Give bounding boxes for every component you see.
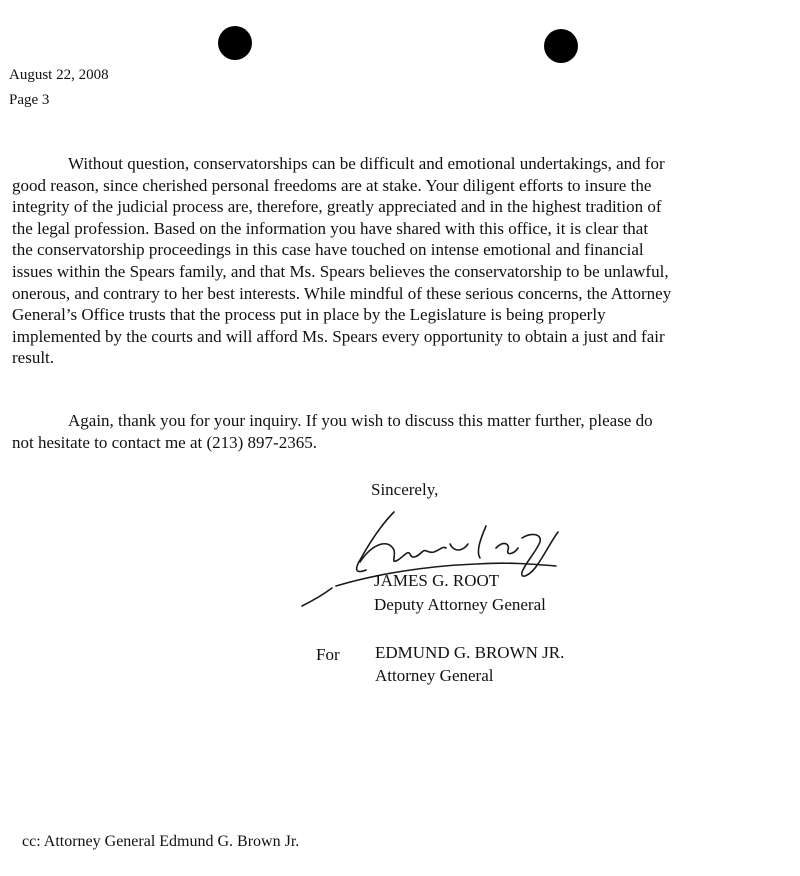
paragraph-line: Again, thank you for your inquiry. If you wish to discuss this matter further, please do xyxy=(68,411,653,430)
paragraph-line: result. xyxy=(12,348,55,368)
paragraph-line: Without question, conservatorships can be difficult and emotional undertakings, and for xyxy=(68,154,665,173)
letter-date: August 22, 2008 xyxy=(9,67,109,83)
closing-salutation: Sincerely, xyxy=(371,480,439,499)
paragraph-line: issues within the Spears family, and that Ms. Spears believes the conservatorship to be unlawful, xyxy=(12,261,669,281)
for-label: For xyxy=(316,645,340,664)
body-paragraph-2 xyxy=(12,410,792,453)
paragraph-line: the legal profession. Based on the information you have shared with this office, it is clear that xyxy=(12,218,649,238)
paragraph-line: good reason, since cherished personal freedoms are at stake. Your diligent efforts to insure the xyxy=(12,175,652,195)
punch-hole-right xyxy=(544,29,578,63)
paragraph-line: onerous, and contrary to her best interests. While mindful of these serious concerns, the Attorney xyxy=(12,283,672,303)
paragraph-line: General’s Office trusts that the process put in place by the Legislature is being properly xyxy=(12,305,606,325)
page-number: Page 3 xyxy=(9,92,50,108)
paragraph-line: integrity of the judicial process are, therefore, greatly appreciated and in the highest tradition of xyxy=(12,197,662,217)
principal-title: Attorney General xyxy=(375,666,494,685)
paragraph-line: not hesitate to contact me at (213) 897-2365. xyxy=(12,432,317,452)
punch-hole-left xyxy=(218,26,252,60)
signer-name: JAMES G. ROOT xyxy=(374,571,500,590)
cc-line: cc: Attorney General Edmund G. Brown Jr. xyxy=(22,833,300,850)
signer-title: Deputy Attorney General xyxy=(374,595,546,614)
body-paragraph-1 xyxy=(12,153,792,369)
paragraph-line: implemented by the courts and will afford Ms. Spears every opportunity to obtain a just and fair xyxy=(12,326,665,346)
principal-name: EDMUND G. BROWN JR. xyxy=(375,643,565,662)
paragraph-line: the conservatorship proceedings in this case have touched on intense emotional and financial xyxy=(12,240,644,260)
